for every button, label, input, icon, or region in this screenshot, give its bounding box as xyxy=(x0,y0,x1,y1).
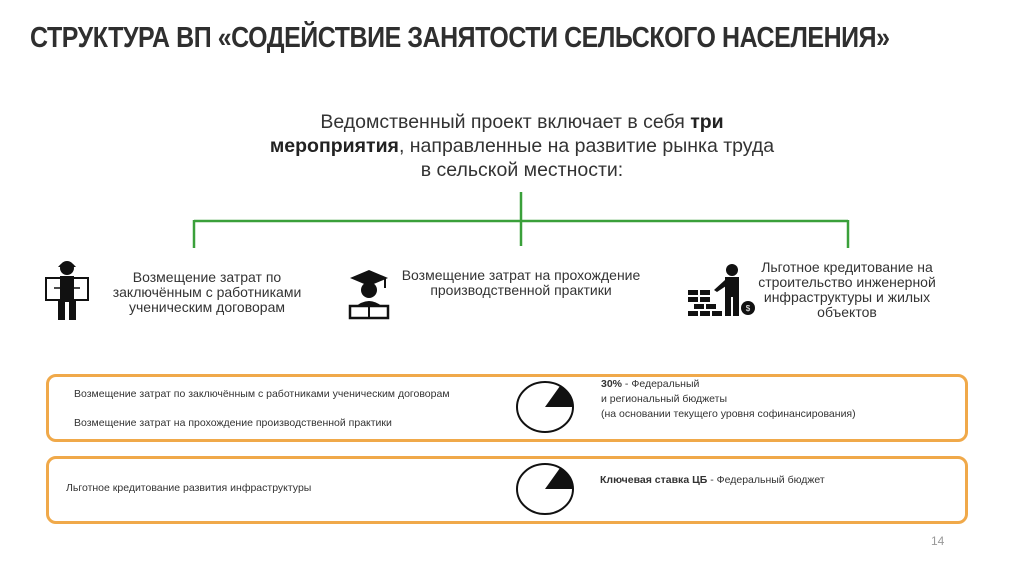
box2-rate: Ключевая ставка ЦБ xyxy=(600,474,708,486)
box1-pct: 30% xyxy=(601,378,623,390)
box1-funding-3: (на основании текущего уровня софинансирования) xyxy=(601,408,856,420)
branch-label-3: Льготное кредитование на строительство инженерной инфраструктуры и жилых объектов xyxy=(758,259,936,320)
box2-line1: Льготное кредитование развития инфраструктуры xyxy=(66,482,312,494)
intro-bold-measures: мероприятия xyxy=(269,135,399,157)
intro-bold-three: три xyxy=(690,111,724,133)
page-title: СТРУКТУРА ВП «СОДЕЙСТВИЕ ЗАНЯТОСТИ СЕЛЬСКОГО НАСЕЛЕНИЯ» xyxy=(30,22,890,54)
box2-funding-label: - Федеральный бюджет xyxy=(710,474,825,486)
branch-label-2: Возмещение затрат на прохождение производственной практики xyxy=(401,267,641,298)
tree-connector xyxy=(0,0,1024,260)
box1-funding-label: - Федеральный xyxy=(622,378,700,390)
box1-funding-2: и региональный бюджеты xyxy=(601,393,728,405)
box1-line1: Возмещение затрат по заключённым с работниками ученическим договорам xyxy=(74,388,450,400)
page-number: 14 xyxy=(931,534,945,548)
worker-icon xyxy=(44,258,90,322)
svg-text:$: $ xyxy=(745,304,751,313)
box1-line2: Возмещение затрат на прохождение производственной практики xyxy=(74,417,392,429)
pie-30-percent xyxy=(514,379,576,435)
branch-label-1: Возмещение затрат по заключённым с работниками ученическим договорам xyxy=(112,269,302,315)
box2-funding xyxy=(600,474,825,486)
pie-key-rate xyxy=(514,461,576,517)
intro-part1: Ведомственный проект включает в себя xyxy=(320,111,691,133)
graduate-icon xyxy=(346,268,392,320)
intro-part2: , направленные на развитие рынка труда в сельской местности: xyxy=(398,135,775,181)
box1-funding-1 xyxy=(601,378,699,390)
